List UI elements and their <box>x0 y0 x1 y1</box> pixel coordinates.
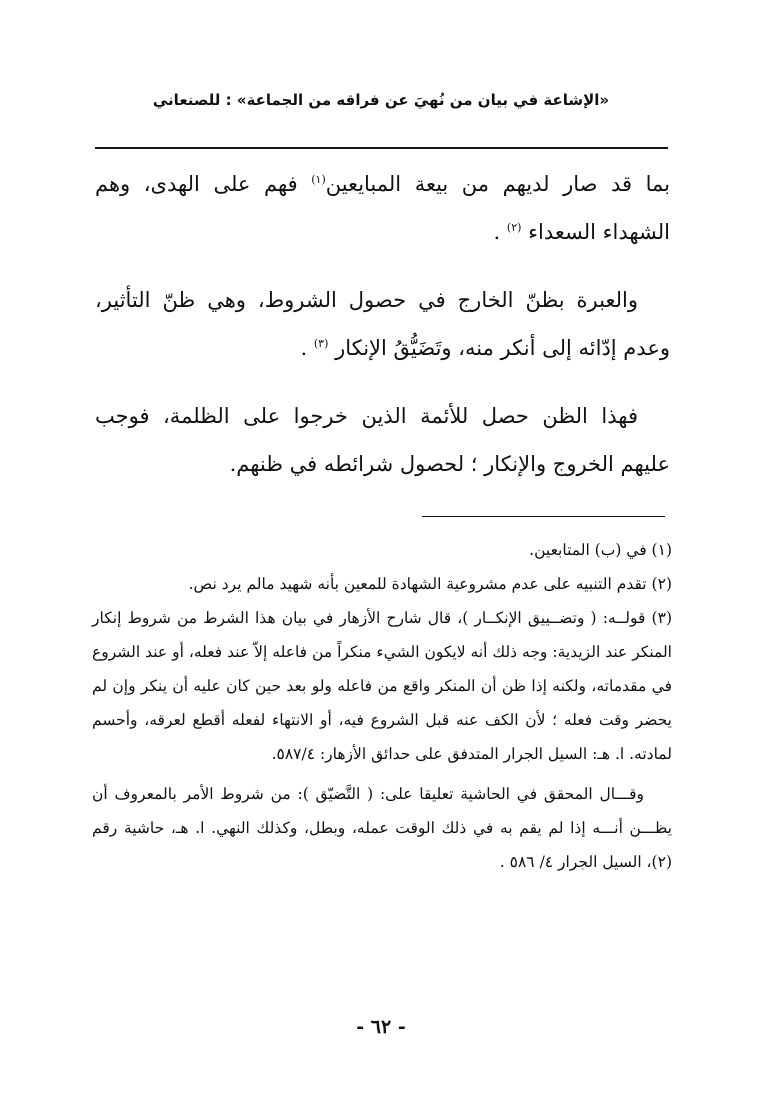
body-paragraph-1-end: . <box>493 220 507 244</box>
footnote-divider <box>422 516 665 517</box>
footnote-3-continuation: وقـــال المحقق في الحاشية تعليقا على: ( التَّضيّق ): من شروط الأمر بالمعروف أن يظـــن أنـــه إذا لم يقم به في ذلك الوقت عمله، وبطل، وكذلك النهي. ا. هـ، حاشية رقم (٢)، السيل الجرار ٤/ ٥٨٦ . <box>92 785 672 871</box>
body-paragraph-1-text-2: فهم على الهدى، وهم الشهداء السعداء <box>95 172 670 244</box>
footnote-ref-3: (٣) <box>313 337 329 350</box>
footnotes-section <box>92 533 672 879</box>
main-body-text <box>95 160 670 508</box>
body-paragraph-1 <box>95 160 670 256</box>
footnote-3: (٣) قولــه: ( وتضــييق الإنكــار )، قال شارح الأزهار في بيان هذا الشرط من شروط إنكار المنكر عند الزيدية: وجه ذلك أنه لايكون الشيء منكراً من فاعله إلاّ عند فعله، أو عند الشروع في مقدماته، ولكنه إذا ظن أن المنكر واقع من فاعله ولو بعد حين كان عليه أن ينكر وإن لم يحضر وقت فعله ؛ لأن الكف عنه قبل الشروع فيه، أو الانتهاء لفعله أقطع لعرقه، وأحسم لمادته. ا. هـ: السيل الجرار المتدفق على حدائق الأزهار: ٥٨٧/٤. <box>92 609 672 763</box>
footnote-1: (١) في (ب) المتابعين. <box>529 541 672 559</box>
footnote-ref-2: (٢) <box>506 221 522 234</box>
body-paragraph-3 <box>95 392 670 488</box>
footnote-ref-1: (١) <box>311 173 326 186</box>
header-divider <box>95 147 668 149</box>
body-paragraph-3-text: فهذا الظن حصل للأئمة الذين خرجوا على الظلمة، فوجب عليهم الخروج والإنكار ؛ لحصول شرائطه في ظنهم. <box>95 404 670 476</box>
body-paragraph-2 <box>95 276 670 372</box>
page-number: - ٦٢ - <box>356 1016 406 1038</box>
running-header-title: «الإشاعة في بيان من نُهيَ عن فراقه من الجماعة» : للصنعاني <box>152 91 610 109</box>
body-paragraph-1-text: بما قد صار لديهم من بيعة المبايعين <box>325 172 670 196</box>
footnote-2: (٢) تقدم التنبيه على عدم مشروعية الشهادة للمعين بأنه شهيد مالم يرد نص. <box>188 575 672 593</box>
body-paragraph-2-end: . <box>300 336 314 360</box>
body-paragraph-2-text: والعبرة بظنّ الخارج في حصول الشروط، وهي ظنّ التأثير، وعدم إدّائه إلى أنكر منه، وتَضَيُّقُ الإنكار <box>95 288 670 360</box>
